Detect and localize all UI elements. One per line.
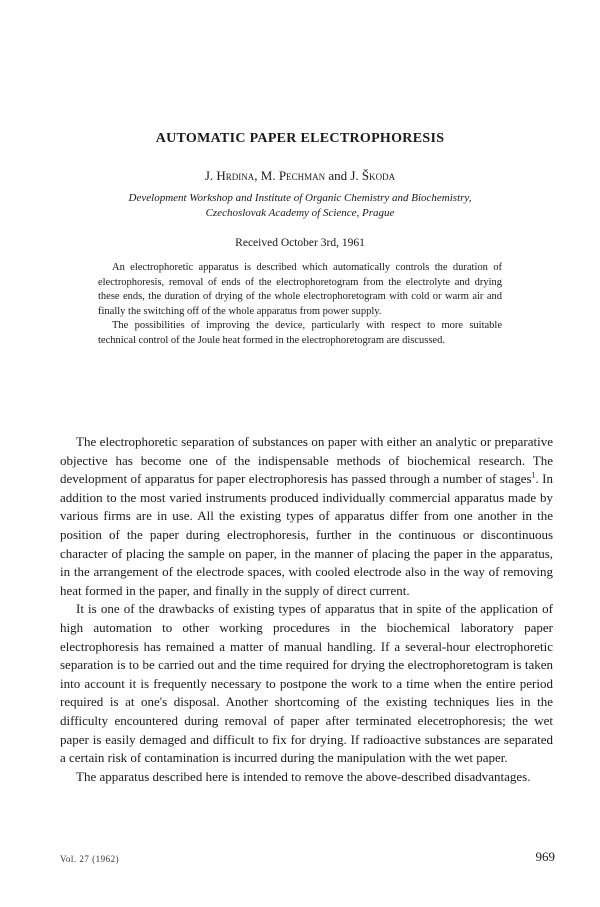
paragraph-1-text-b: . In addition to the most varied instruments produced individually commercial apparatus made by various firms are in use. All the existing types of apparatus differ from one another in the position of the paper during electrophoresis, further in the continuous or discontinuous character of placing the sample on paper, in the manner of placing the paper in the apparatus, in the arrangement of the electrode spaces, with cooled electrode also in the way of removing heat formed in the paper, and finally in the supply of direct current. xyxy=(60,471,553,598)
page-number: 969 xyxy=(535,849,555,864)
affiliation-line-2: Czechoslovak Academy of Science, Prague xyxy=(205,207,395,219)
author-2-name: Pechman xyxy=(278,168,326,183)
author-1-name: Hrdina xyxy=(216,168,255,183)
body-text xyxy=(60,433,553,786)
body-paragraph-1 xyxy=(60,433,553,600)
journal-volume: Vol. 27 (1962) xyxy=(60,854,120,864)
abstract xyxy=(98,261,502,349)
author-line xyxy=(0,168,600,184)
affiliation-line-1: Development Workshop and Institute of Organic Chemistry and Biochemistry, xyxy=(128,192,472,204)
author-3-name: Škoda xyxy=(361,168,396,183)
body-paragraph-2: It is one of the drawbacks of existing types of apparatus that in spite of the application of high automation to other working procedures in the biochemical laboratory paper electrophoresis has remained a matter of manual handling. If a several-hour electrophoretic separation is to be carried out and the time required for drying the electrophoretogram is taken into account it is frequently necessary to postpone the work to a time when the entire period required is at one's disposal. Another shortcoming of the existing techniques lies in the difficulty encountered during removal of paper after terminated elecetrophoresis; the wet paper is easily demaged and difficult to fix for drying. If radioactive substances are separated a certain risk of contamination is incurred during the manipulation with the wet paper. xyxy=(60,601,553,766)
author-separator-2: and J. xyxy=(325,168,362,183)
paper-title: AUTOMATIC PAPER ELECTROPHORESIS xyxy=(155,131,445,146)
reference-marker: 1 xyxy=(531,470,536,480)
affiliation xyxy=(60,191,540,221)
body-paragraph-3: The apparatus described here is intended to remove the above-described disadvantages. xyxy=(76,768,531,784)
author-separator-1: , M. xyxy=(254,168,279,183)
abstract-paragraph: An electrophoretic apparatus is described which automatically controls the duration of electrophoresis, removal of ends of the electrophoretogram from the electrolyte and drying these ends, the duration of drying of the whole electrophoretogram with cold or warm air and finally the switching off of the whole apparatus from power supply. xyxy=(98,262,502,317)
paragraph-1-text-a: The electrophoretic separation of substances on paper with either an analytic or preparative objective has become one of the indispensable methods of biochemical research. The development of apparatus for paper electrophoresis has passed through a number of stages xyxy=(60,434,553,487)
author-1-initial: J. xyxy=(204,168,217,183)
received-date: Received October 3rd, 1961 xyxy=(235,237,365,249)
abstract-paragraph: The possibilities of improving the device, particularly with respect to more suitable technical control of the Joule heat formed in the electrophoretogram are discussed. xyxy=(98,320,502,346)
